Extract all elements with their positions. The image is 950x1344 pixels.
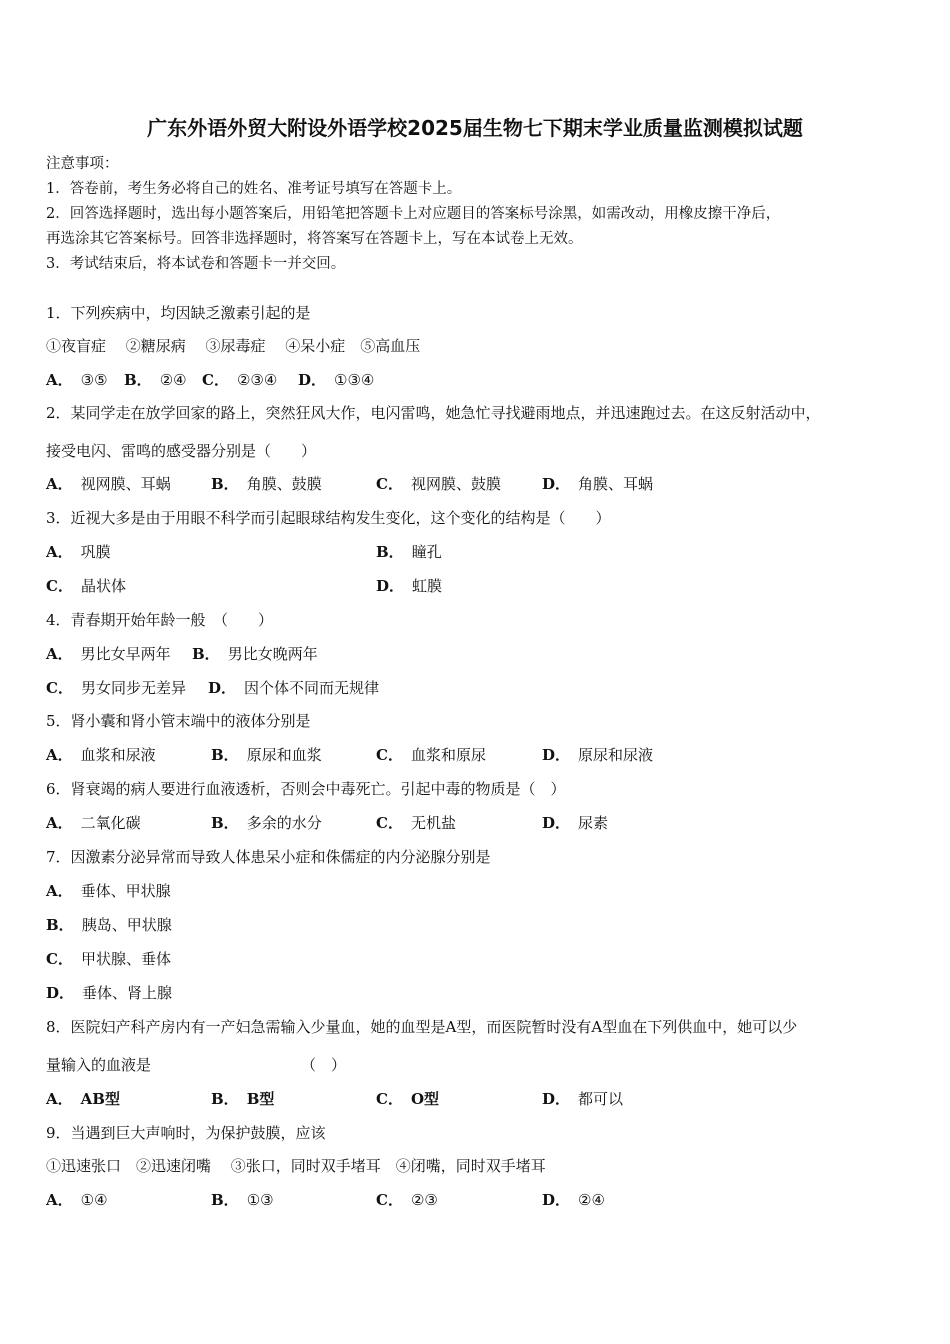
option-c[interactable] — [46, 575, 126, 596]
option-label: D． — [542, 1090, 571, 1108]
option-text: 角膜、鼓膜 — [246, 475, 322, 493]
option-a[interactable] — [46, 1088, 120, 1109]
option-text: ①③ — [246, 1191, 274, 1209]
option-text: 甲状腺、垂体 — [80, 950, 171, 968]
option-b[interactable] — [211, 1189, 274, 1210]
option-d[interactable] — [46, 982, 172, 1003]
option-label: C． — [376, 1191, 403, 1209]
option-label: C． — [202, 371, 229, 389]
answer-paren: （ ） — [301, 1056, 347, 1074]
option-label: A． — [46, 1090, 73, 1108]
option-text: 都可以 — [578, 1090, 624, 1108]
option-label: D． — [542, 1191, 571, 1209]
option-text: 血浆和尿液 — [80, 746, 156, 764]
question-items: ①迅速张口 ②迅速闭嘴 ③张口，同时双手堵耳 ④闭嘴，同时双手堵耳 — [46, 1157, 546, 1175]
option-label: A． — [46, 882, 73, 900]
option-b[interactable] — [124, 369, 187, 390]
option-d[interactable] — [542, 473, 653, 494]
question-stem: 2．某同学走在放学回家的路上，突然狂风大作，电闪雷鸣，她急忙寻找避雨地点，并迅速跑过去。在这反射活动中， — [46, 404, 821, 422]
option-b[interactable] — [211, 744, 322, 765]
option-text: 无机盐 — [410, 814, 456, 832]
option-a[interactable] — [46, 1189, 108, 1210]
option-label: C． — [46, 950, 73, 968]
option-label: C． — [376, 814, 403, 832]
option-c[interactable] — [376, 812, 456, 833]
option-text: B型 — [246, 1090, 275, 1108]
option-label: B． — [211, 1191, 239, 1209]
option-b[interactable] — [46, 914, 172, 935]
option-a[interactable] — [46, 880, 171, 901]
question-items: ①夜盲症 ②糖尿病 ③尿毒症 ④呆小症 ⑤高血压 — [46, 337, 421, 355]
option-text: 男比女早两年 — [80, 645, 171, 663]
option-label: B． — [211, 814, 239, 832]
notice-item: 3．考试结束后，将本试卷和答题卡一并交回。 — [46, 256, 346, 272]
option-b[interactable] — [211, 473, 322, 494]
option-a[interactable] — [46, 812, 141, 833]
option-b[interactable] — [192, 643, 318, 664]
question-stem-cont — [46, 1054, 346, 1075]
notice-item: 1．答卷前，考生务必将自己的姓名、准考证号填写在答题卡上。 — [46, 181, 462, 197]
option-c[interactable] — [376, 1088, 439, 1109]
option-label: D． — [542, 814, 571, 832]
option-text: 瞳孔 — [411, 543, 442, 561]
option-label: B． — [376, 543, 404, 561]
page-title: 广东外语外贸大附设外语学校2025届生物七下期末学业质量监测模拟试题 — [147, 116, 803, 140]
option-text: AB型 — [80, 1090, 120, 1108]
option-text: 胰岛、甲状腺 — [81, 916, 172, 934]
question-stem-cont: 接受电闪、雷鸣的感受器分别是（ ） — [46, 442, 317, 460]
option-text: ①④ — [80, 1191, 108, 1209]
option-label: A． — [46, 645, 73, 663]
option-label: A． — [46, 746, 73, 764]
notice-heading: 注意事项： — [46, 156, 119, 172]
option-d[interactable] — [376, 575, 442, 596]
option-text: 多余的水分 — [246, 814, 322, 832]
option-d[interactable] — [542, 1189, 605, 1210]
option-text: 因个体不同而无规律 — [244, 679, 380, 697]
notice-item: 再选涂其它答案标号。回答非选择题时，将答案写在答题卡上，写在本试卷上无效。 — [46, 231, 583, 247]
option-text: ①③④ — [334, 371, 375, 389]
option-text: 二氧化碳 — [80, 814, 141, 832]
option-text: 垂体、肾上腺 — [82, 984, 173, 1002]
option-a[interactable] — [46, 643, 171, 664]
option-c[interactable] — [202, 369, 277, 390]
option-label: D． — [298, 371, 327, 389]
option-c[interactable] — [46, 677, 186, 698]
question-stem: 1．下列疾病中，均因缺乏激素引起的是 — [46, 304, 311, 322]
option-text: ②③ — [410, 1191, 438, 1209]
option-text: ②④ — [159, 371, 187, 389]
option-d[interactable] — [298, 369, 374, 390]
option-label: D． — [208, 679, 237, 697]
option-label: B． — [46, 916, 74, 934]
question-stem: 6．肾衰竭的病人要进行血液透析，否则会中毒死亡。引起中毒的物质是（ ） — [46, 780, 566, 798]
option-text: 视网膜、耳蜗 — [80, 475, 171, 493]
option-label: A． — [46, 475, 73, 493]
question-stem: 5．肾小囊和肾小管末端中的液体分别是 — [46, 712, 311, 730]
option-label: C． — [46, 577, 73, 595]
option-text: 角膜、耳蜗 — [578, 475, 654, 493]
notice-item: 2．回答选择题时，选出每小题答案后，用铅笔把答题卡上对应题目的答案标号涂黑，如需改动，用橡皮擦干净后， — [46, 206, 781, 222]
option-label: C． — [376, 746, 403, 764]
option-label: B． — [211, 746, 239, 764]
option-text: ③⑤ — [80, 371, 108, 389]
option-text: ②④ — [578, 1191, 605, 1209]
question-stem: 3．近视大多是由于用眼不科学而引起眼球结构发生变化，这个变化的结构是（ ） — [46, 509, 611, 527]
option-a[interactable] — [46, 369, 108, 390]
option-label: B． — [192, 645, 220, 663]
option-c[interactable] — [376, 1189, 438, 1210]
option-c[interactable] — [46, 948, 171, 969]
option-b[interactable] — [211, 1088, 274, 1109]
option-label: D． — [542, 475, 571, 493]
option-label: D． — [542, 746, 571, 764]
option-d[interactable] — [542, 744, 653, 765]
stem-text: 量输入的血液是 — [46, 1056, 152, 1074]
question-stem: 9．当遇到巨大声响时，为保护鼓膜，应该 — [46, 1124, 326, 1142]
option-text: O型 — [410, 1090, 440, 1108]
option-label: A． — [46, 814, 73, 832]
option-text: 原尿和血浆 — [246, 746, 322, 764]
option-a[interactable] — [46, 541, 111, 562]
option-b[interactable] — [376, 541, 442, 562]
option-a[interactable] — [46, 744, 156, 765]
option-text: 垂体、甲状腺 — [80, 882, 171, 900]
option-label: A． — [46, 371, 73, 389]
option-label: D． — [376, 577, 405, 595]
option-label: B． — [124, 371, 152, 389]
option-label: A． — [46, 1191, 73, 1209]
option-a[interactable] — [46, 473, 171, 494]
option-text: 男女同步无差异 — [80, 679, 186, 697]
option-text: 虹膜 — [412, 577, 443, 595]
option-text: 血浆和原尿 — [410, 746, 486, 764]
option-text: 男比女晚两年 — [227, 645, 318, 663]
option-c[interactable] — [376, 744, 486, 765]
question-stem: 8．医院妇产科产房内有一产妇急需输入少量血，她的血型是A型，而医院暂时没有A型血在下列供血中，她可以少 — [46, 1018, 798, 1036]
option-text: 晶状体 — [80, 577, 126, 595]
option-c[interactable] — [376, 473, 501, 494]
option-text: 原尿和尿液 — [578, 746, 654, 764]
option-d[interactable] — [542, 812, 608, 833]
option-text: 尿素 — [578, 814, 609, 832]
option-label: C． — [376, 475, 403, 493]
option-label: C． — [376, 1090, 403, 1108]
option-d[interactable] — [542, 1088, 623, 1109]
option-label: B． — [211, 475, 239, 493]
question-stem: 4．青春期开始年龄一般 （ ） — [46, 611, 274, 629]
option-d[interactable] — [208, 677, 379, 698]
option-text: ②③④ — [236, 371, 278, 389]
option-b[interactable] — [211, 812, 322, 833]
option-label: B． — [211, 1090, 239, 1108]
option-label: C． — [46, 679, 73, 697]
option-text: 视网膜、鼓膜 — [410, 475, 501, 493]
option-label: D． — [46, 984, 75, 1002]
question-stem: 7．因激素分泌异常而导致人体患呆小症和侏儒症的内分泌腺分别是 — [46, 848, 491, 866]
option-label: A． — [46, 543, 73, 561]
option-text: 巩膜 — [80, 543, 111, 561]
